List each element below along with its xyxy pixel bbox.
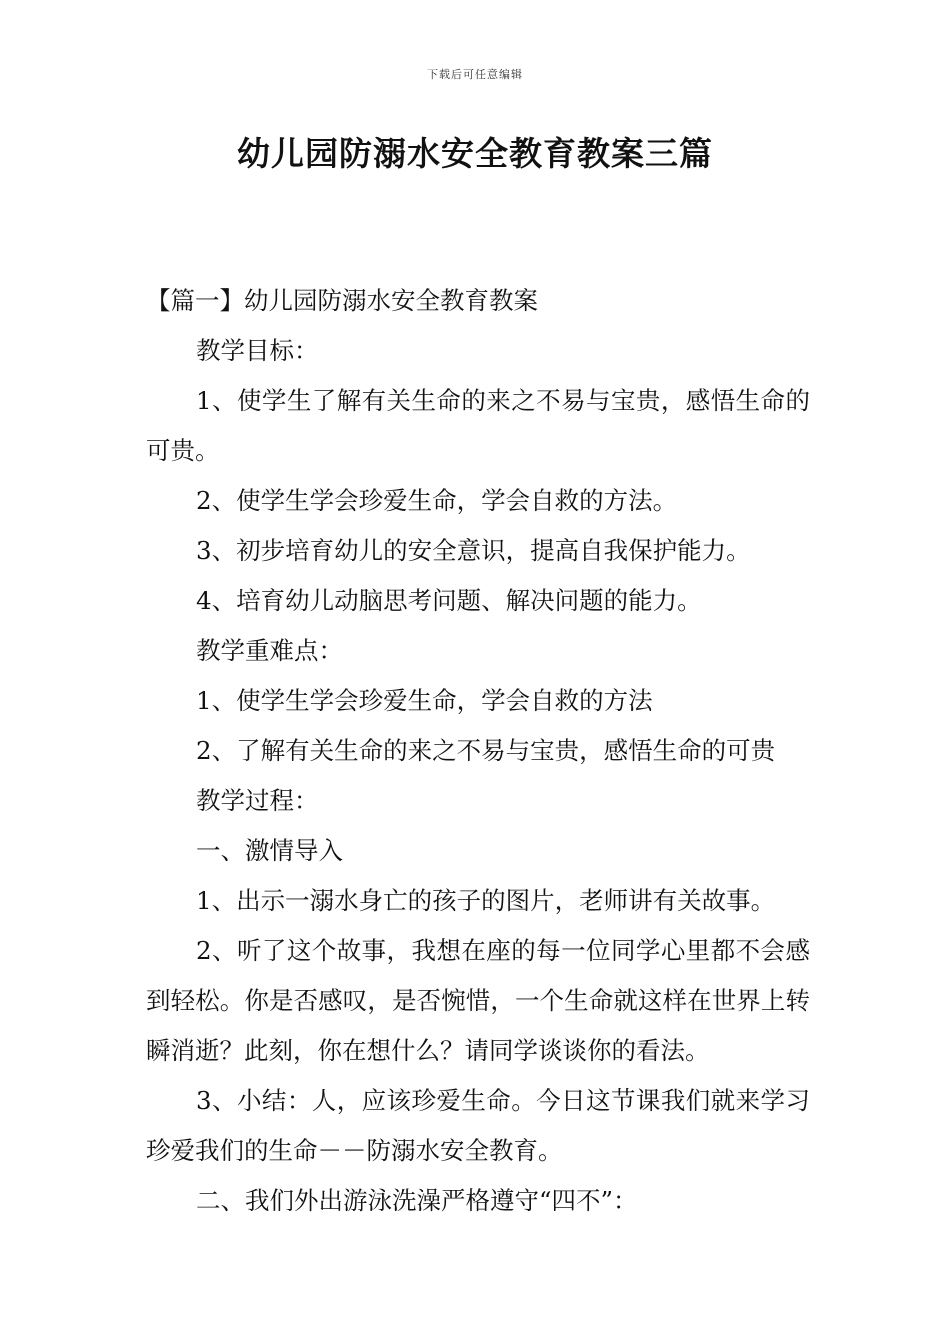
paragraph-process-heading: 教学过程： bbox=[196, 786, 319, 815]
header-note: 下载后可任意编辑 bbox=[427, 68, 523, 81]
paragraph-step-two-heading: 二、我们外出游泳洗澡严格遵守“四不”： bbox=[196, 1186, 638, 1215]
paragraph-step-one-1: 1、出示一溺水身亡的孩子的图片，老师讲有关故事。 bbox=[196, 886, 776, 915]
paragraph-key-point-2: 2、了解有关生命的来之不易与宝贵，感悟生命的可贵 bbox=[196, 736, 776, 765]
section-heading: 【篇一】幼儿园防溺水安全教育教案 bbox=[146, 286, 538, 315]
paragraph-goal-2: 2、使学生学会珍爱生命，学会自救的方法。 bbox=[196, 486, 678, 515]
paragraph-step-one-3: 3、小结：人，应该珍爱生命。今日这节课我们就来学习珍爱我们的生命－－防溺水安全教育。 bbox=[146, 1086, 810, 1165]
paragraph-goal-4: 4、培育幼儿动脑思考问题、解决问题的能力。 bbox=[196, 586, 702, 615]
paragraph-key-points-heading: 教学重难点： bbox=[196, 636, 343, 665]
paragraph-key-point-1: 1、使学生学会珍爱生命，学会自救的方法 bbox=[196, 686, 653, 715]
document-title: 幼儿园防溺水安全教育教案三篇 bbox=[237, 134, 713, 173]
paragraph-teaching-goals-heading: 教学目标： bbox=[196, 336, 319, 365]
document-body bbox=[146, 276, 810, 1226]
paragraph-goal-3: 3、初步培育幼儿的安全意识，提高自我保护能力。 bbox=[196, 536, 751, 565]
paragraph-step-one-2: 2、听了这个故事，我想在座的每一位同学心里都不会感到轻松。你是否感叹，是否惋惜，一个生命就这样在世界上转瞬消逝？此刻，你在想什么？请同学谈谈你的看法。 bbox=[146, 936, 810, 1065]
paragraph-goal-1: 1、使学生了解有关生命的来之不易与宝贵，感悟生命的可贵。 bbox=[146, 386, 810, 465]
paragraph-step-one-heading: 一、激情导入 bbox=[196, 836, 343, 865]
